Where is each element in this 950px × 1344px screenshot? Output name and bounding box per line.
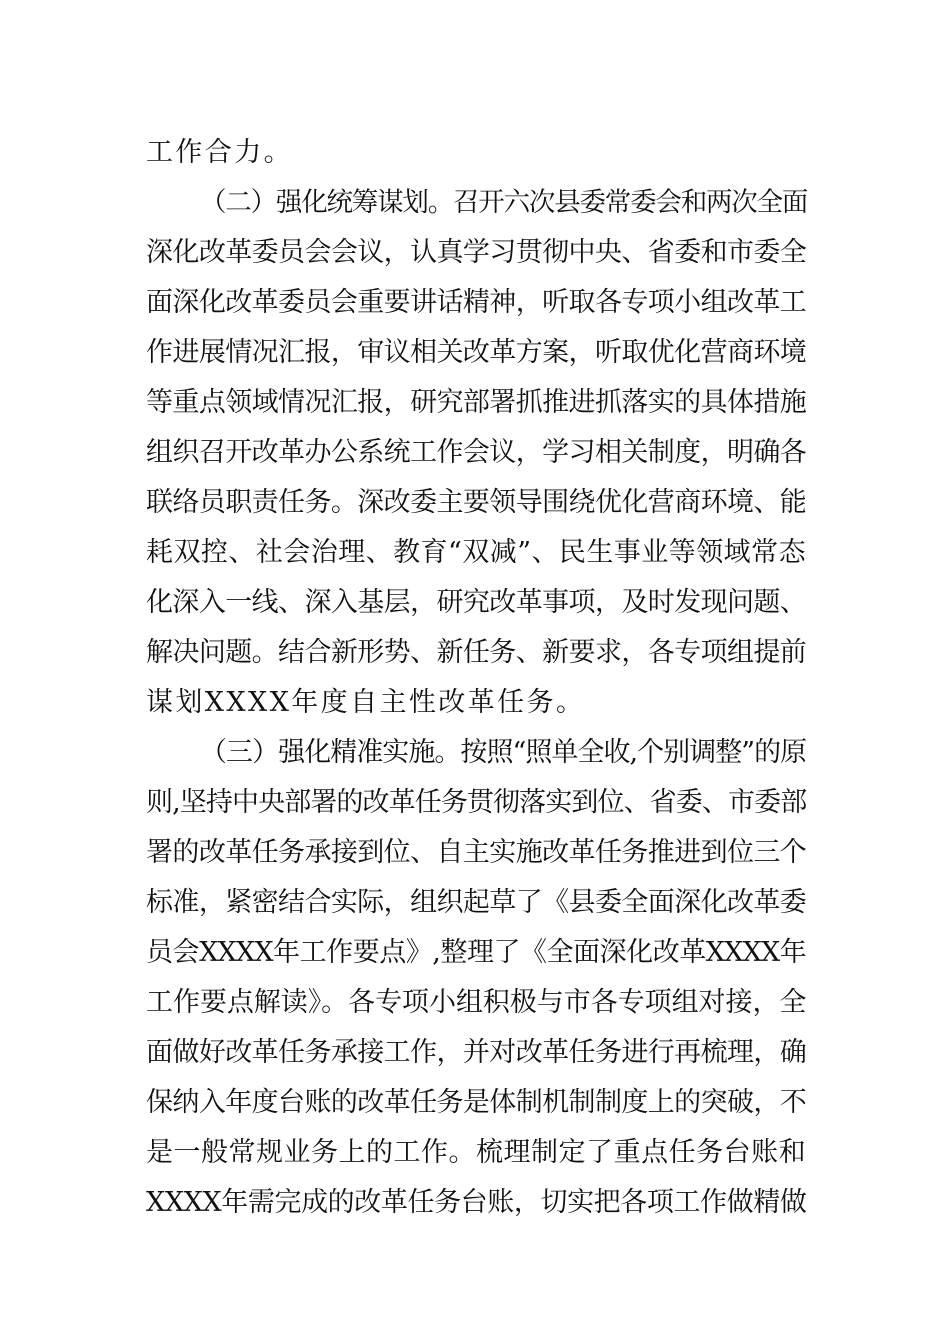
paragraph-line: 联络员职责任务。深改委主要领导围绕优化营商环境、能 bbox=[146, 487, 806, 518]
paragraph-line: 作进展情况汇报，审议相关改革方案，听取优化营商环境 bbox=[146, 337, 806, 368]
paragraph-line: 深化改革委员会会议，认真学习贯彻中央、省委和市委全 bbox=[146, 237, 806, 268]
paragraph-line: 面深化改革委员会重要讲话精神，听取各专项小组改革工 bbox=[146, 287, 806, 318]
paragraph-line: 组织召开改革办公系统工作会议，学习相关制度，明确各 bbox=[146, 437, 806, 468]
paragraph-line: XXXX年需完成的改革任务台账，切实把各项工作做精做 bbox=[146, 1187, 807, 1218]
paragraph-line: （二）强化统筹谋划。召开六次县委常委会和两次全面 bbox=[200, 187, 808, 218]
paragraph-line: 谋划XXXX年度自主性改革任务。 bbox=[146, 687, 586, 718]
paragraph-line: 化深入一线、深入基层，研究改革事项，及时发现问题、 bbox=[146, 587, 806, 618]
paragraph-line: 解决问题。结合新形势、新任务、新要求，各专项组提前 bbox=[146, 637, 806, 668]
paragraph-line: 等重点领域情况汇报，研究部署抓推进抓落实的具体措施 bbox=[146, 387, 806, 418]
paragraph-line: 署的改革任务承接到位、自主实施改革任务推进到位三个 bbox=[146, 837, 806, 868]
paragraph-line: 工作合力。 bbox=[146, 137, 293, 168]
paragraph-line: 是一般常规业务上的工作。梳理制定了重点任务台账和 bbox=[146, 1137, 806, 1168]
paragraph-line: （三）强化精准实施。按照“照单全收,个别调整”的原 bbox=[200, 737, 806, 768]
paragraph-line: 保纳入年度台账的改革任务是体制机制制度上的突破，不 bbox=[146, 1087, 806, 1118]
paragraph-line: 面做好改革任务承接工作，并对改革任务进行再梳理，确 bbox=[146, 1037, 806, 1068]
paragraph-line: 标准，紧密结合实际，组织起草了《县委全面深化改革委 bbox=[146, 887, 806, 918]
paragraph-line: 员会XXXX年工作要点》,整理了《全面深化改革XXXX年 bbox=[146, 937, 806, 968]
paragraph-line: 耗双控、社会治理、教育“双减”、民生事业等领域常态 bbox=[146, 537, 806, 568]
paragraph-line: 则,坚持中央部署的改革任务贯彻落实到位、省委、市委部 bbox=[146, 787, 806, 818]
paragraph-line: 工作要点解读》。各专项小组积极与市各专项组对接，全 bbox=[146, 987, 806, 1018]
